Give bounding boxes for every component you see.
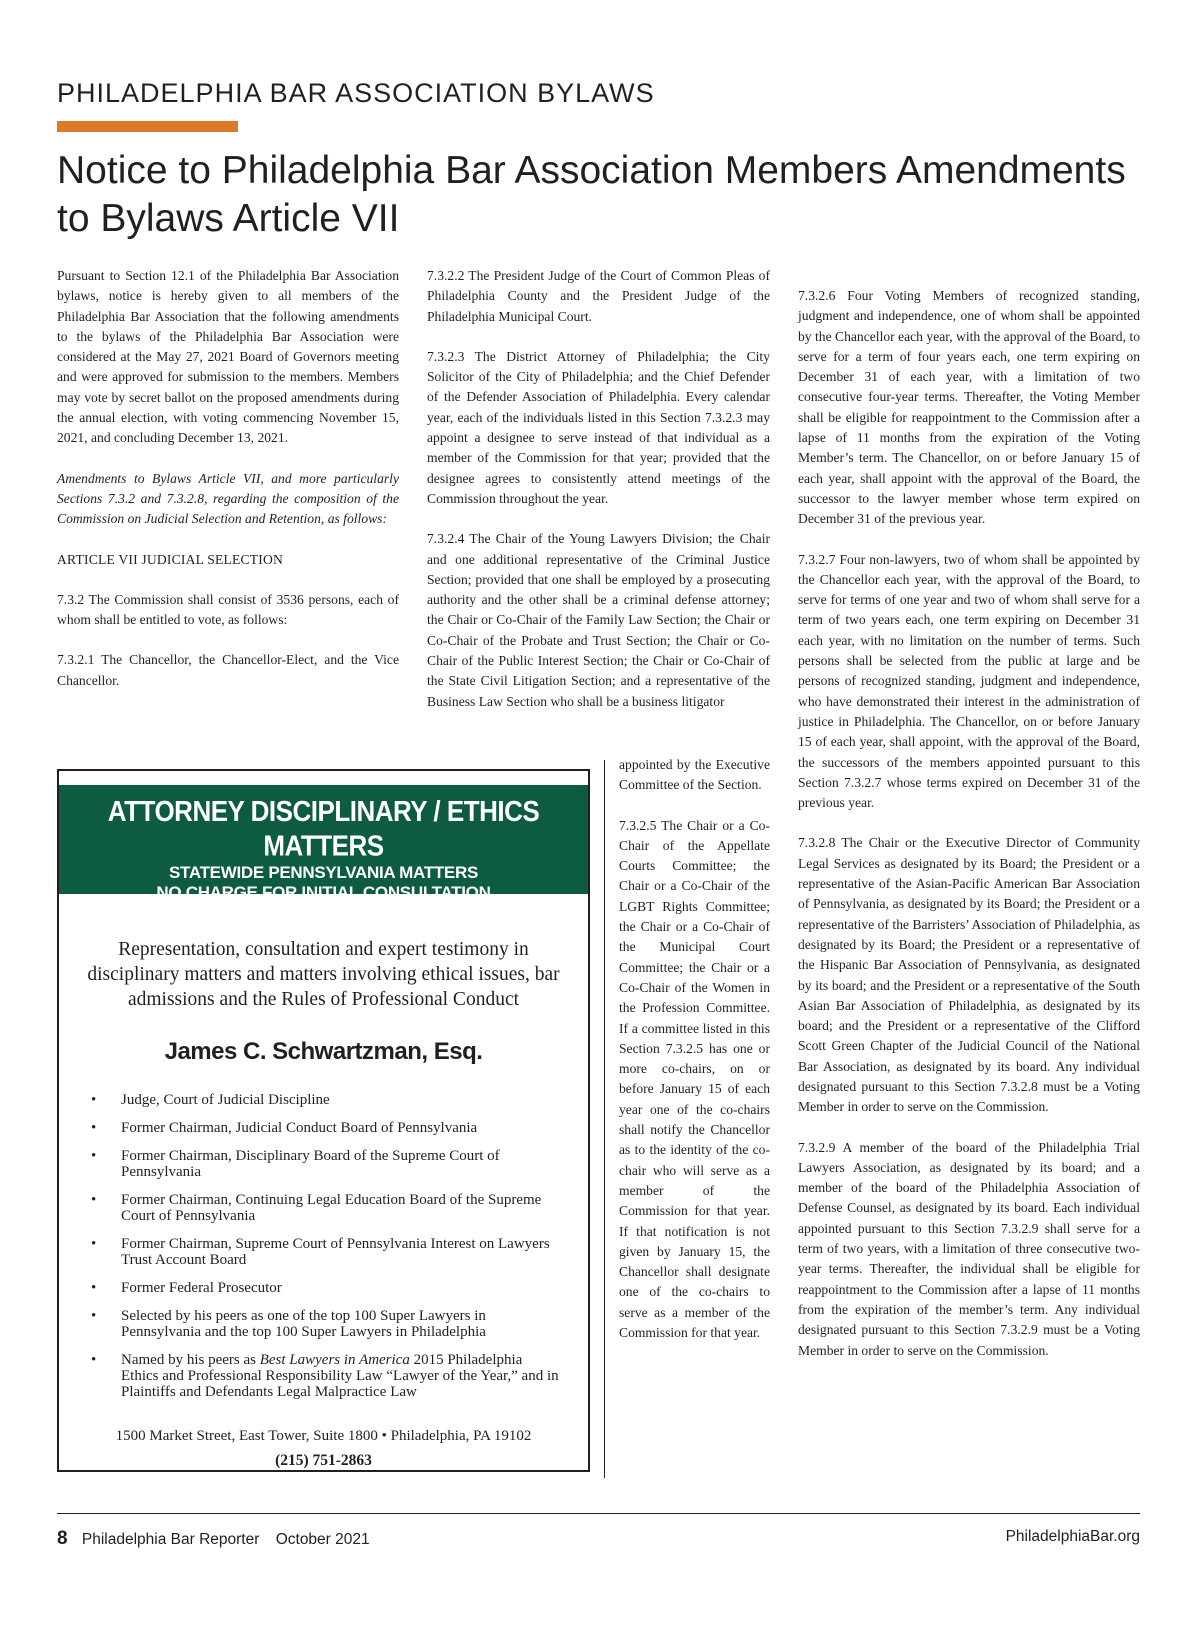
issue-date: October 2021 bbox=[275, 1531, 370, 1548]
bullet-icon: • bbox=[91, 1120, 97, 1136]
ad-blurb: Representation, consultation and expert testimony in disciplinary matters and matters involving ethical issues, bar admissions and the Rules of Professional Conduct bbox=[87, 939, 560, 1010]
bullet-icon: • bbox=[91, 1148, 97, 1164]
list-item: • Selected by his peers as one of the top 100 Super Lawyers in Pennsylvania and the top 100 Super Lawyers in Philadelphia bbox=[91, 1308, 486, 1340]
bullet-icon: • bbox=[91, 1352, 97, 1368]
footer-left bbox=[57, 1528, 370, 1550]
section-7-3-2-4-continued: appointed by the Executive Committee of the Section. bbox=[619, 757, 770, 793]
footer-rule bbox=[57, 1513, 1140, 1514]
page-title: Notice to Philadelphia Bar Association Members Amendments to Bylaws Article VII bbox=[57, 149, 1126, 240]
section-7-3-2-6: 7.3.2.6 Four Voting Members of recognized standing, judgment and independence, one of whom shall be appointed by the Chancellor each year, with the approval of the Board, to serve for a term of four years each, one term expiring on December 31 of each year, with a limitation of two consecutive four-year terms. Thereafter, the Voting Member shall be eligible for reappointment to the Commission after a lapse of 11 months from the expiration of the Voting Member’s term. The Chancellor, on or before January 15 of each year, shall appoint with the approval of the Board, the successor to the lawyer member whose term expired on December 31 of the previous year. bbox=[798, 288, 1140, 527]
list-item: • Former Chairman, Disciplinary Board of the Supreme Court of Pennsylvania bbox=[91, 1148, 500, 1180]
advertisement bbox=[57, 769, 590, 1472]
section-7-3-2: 7.3.2 The Commission shall consist of 3536 persons, each of whom shall be entitled to vote, as follows: bbox=[57, 591, 399, 628]
ad-credentials-list bbox=[59, 1092, 588, 1400]
ad-attorney-name: James C. Schwartzman, Esq. bbox=[164, 1038, 483, 1065]
publication-name: Philadelphia Bar Reporter bbox=[81, 1531, 260, 1548]
bullet-icon: • bbox=[91, 1192, 97, 1208]
section-7-3-2-7: 7.3.2.7 Four non-lawyers, two of whom shall be appointed by the Chancellor each year, with the approval of the Board, to serve for terms of one year and two of whom shall serve for a term of two years each, one term expiring on December 31 each year, with no limitation on the number of terms. Such persons shall be selected from the public at large and be persons of recognized standing, judgment and independence, who have demonstrated their interest in the administration of justice in Philadelphia. The Chancellor, on or before January 15 of each year, shall appoint, with the approval of the Board, the successors of the members appointed pursuant to this Section 7.3.2.7 whose terms expired on December 31 of the previous year. bbox=[798, 551, 1140, 811]
section-7-3-2-4: 7.3.2.4 The Chair of the Young Lawyers Division; the Chair and one additional representative of the Criminal Justice Section; provided that one shall be employed by a prosecuting authority and the other shall be a criminal defense attorney; the Chair or Co-Chair of the Family Law Section; the Chair or Co-Chair of the Probate and Trust Section; the Chair or Co-Chair of the Public Interest Section; the Chair or Co-Chair of the State Civil Litigation Section; and a representative of the Business Law Section who shall be a business litigator bbox=[427, 531, 770, 709]
ad-subheadline-2: NO CHARGE FOR INITIAL CONSULTATION bbox=[156, 883, 491, 902]
list-item: • Former Chairman, Judicial Conduct Board of Pennsylvania bbox=[91, 1120, 478, 1136]
column-2 bbox=[427, 266, 770, 712]
ad-headline: ATTORNEY DISCIPLINARY / ETHICS MATTERS bbox=[107, 794, 540, 863]
section-7-3-2-8: 7.3.2.8 The Chair or the Executive Director of Community Legal Services as designated by its Board; the President or a representative of the Asian-Pacific American Bar Association of Pennsylvania, as designated by its Board; the President or a representative of the Barristers’ Association of Philadelphia, as designated by its Board; the President or a representative of the Hispanic Bar Association of Pennsylvania, as designated by its board; and the President or a representative of the South Asian Bar Association of Philadelphia, as designated by its board; and the President or a representative of the Clifford Scott Green Chapter of the Judicial Council of the National Bar Association, as designated by its board. Any individual designated pursuant to this Section 7.3.2.8 must be a Voting Member in order to serve on the Commission. bbox=[798, 835, 1140, 1115]
bullet-icon: • bbox=[91, 1092, 97, 1108]
bullet-icon: • bbox=[91, 1280, 97, 1296]
section-7-3-2-3: 7.3.2.3 The District Attorney of Philadelphia; the City Solicitor of the City of Philadelphia; and the Chief Defender of the Defender Association of Philadelphia. Every calendar year, each of the individuals listed in this Section 7.3.2.3 may appoint a designee to serve instead of that individual as a member of the Commission for that year; provided that the designee agrees to consistently attend meetings of the Commission throughout the year. bbox=[427, 348, 770, 506]
intro-paragraph: Pursuant to Section 12.1 of the Philadelphia Bar Association bylaws, notice is hereby given to all members of the Philadelphia Bar Association that the following amendments to the bylaws of the Philadelphia Bar Association were considered at the May 27, 2021 Board of Governors meeting and were approved for submission to the members. Members may vote by secret ballot on the proposed amendments during the annual election, with voting commencing November 15, 2021, and concluding December 13, 2021. bbox=[57, 268, 399, 446]
ad-subheadline-1: STATEWIDE PENNSYLVANIA MATTERS bbox=[169, 863, 478, 882]
section-heading: PHILADELPHIA BAR ASSOCIATION BYLAWS bbox=[57, 78, 655, 108]
list-item: • Former Federal Prosecutor bbox=[91, 1280, 282, 1296]
column-2-narrow bbox=[619, 755, 770, 1363]
section-7-3-2-5: 7.3.2.5 The Chair or a Co-Chair of the Appellate Courts Committee; the Chair or a Co-Chair of the LGBT Rights Committee; the Chair or a Co-Chair of the Municipal Court Committee; the Chair or a Co-Chair of the Women in the Profession Committee. If a committee listed in this Section 7.3.2.5 has one or more co-chairs, on or before January 15 of each year one of the co-chairs shall notify the Chancellor as to the identity of the co-chair who will serve as a member of the Commission for that year. If that notification is not given by January 15, the Chancellor shall designate one of the co-chairs to serve as a member of the Commission for that year. bbox=[619, 817, 770, 1341]
amendments-note: Amendments to Bylaws Article VII, and more particularly Sections 7.3.2 and 7.3.2.8, regarding the composition of the Commission on Judicial Selection and Retention, as follows: bbox=[57, 470, 399, 527]
column-3 bbox=[798, 286, 1140, 1381]
list-item: • Named by his peers as Best Lawyers in America 2015 Philadelphia Ethics and Professional Responsibility Law “Lawyer of the Year,” and in Plaintiffs and Defendants Legal Malpractice Law bbox=[91, 1352, 559, 1400]
ad-header-band bbox=[59, 785, 588, 902]
list-item: • Former Chairman, Continuing Legal Education Board of the Supreme Court of Pennsylvania bbox=[91, 1192, 542, 1224]
page-number: 8 bbox=[57, 1528, 68, 1549]
footer-website: PhiladelphiaBar.org bbox=[1005, 1528, 1140, 1545]
bullet-icon: • bbox=[91, 1308, 97, 1324]
section-7-3-2-1: 7.3.2.1 The Chancellor, the Chancellor-Elect, and the Vice Chancellor. bbox=[57, 652, 399, 688]
ad-address: 1500 Market Street, East Tower, Suite 1800 • Philadelphia, PA 19102 bbox=[115, 1428, 532, 1444]
article-heading: ARTICLE VII JUDICIAL SELECTION bbox=[57, 551, 284, 567]
ad-phone: (215) 751-2863 bbox=[275, 1452, 372, 1469]
column-divider bbox=[604, 760, 605, 1478]
accent-rule bbox=[57, 121, 238, 132]
section-7-3-2-9: 7.3.2.9 A member of the board of the Philadelphia Trial Lawyers Association, as designated by its board; and a member of the board of the Philadelphia Association of Defense Counsel, as designated by its board. Each individual appointed pursuant to this Section 7.3.2.9 shall serve for a term of two years, with a limitation of three consecutive two-year terms. Thereafter, the individual shall be eligible for reappointment to the Commission after a lapse of 11 months from the expiration of the member’s term. Any individual designated pursuant to this Section 7.3.2.9 must be a Voting Member in order to serve on the Commission. bbox=[798, 1139, 1140, 1358]
section-7-3-2-2: 7.3.2.2 The President Judge of the Court of Common Pleas of Philadelphia County and the President Judge of the Philadelphia Municipal Court. bbox=[427, 268, 770, 324]
bullet-icon: • bbox=[91, 1236, 97, 1252]
list-item: • Judge, Court of Judicial Discipline bbox=[91, 1092, 330, 1108]
list-item: • Former Chairman, Supreme Court of Pennsylvania Interest on Lawyers Trust Account Board bbox=[91, 1236, 550, 1268]
column-1 bbox=[57, 266, 399, 711]
